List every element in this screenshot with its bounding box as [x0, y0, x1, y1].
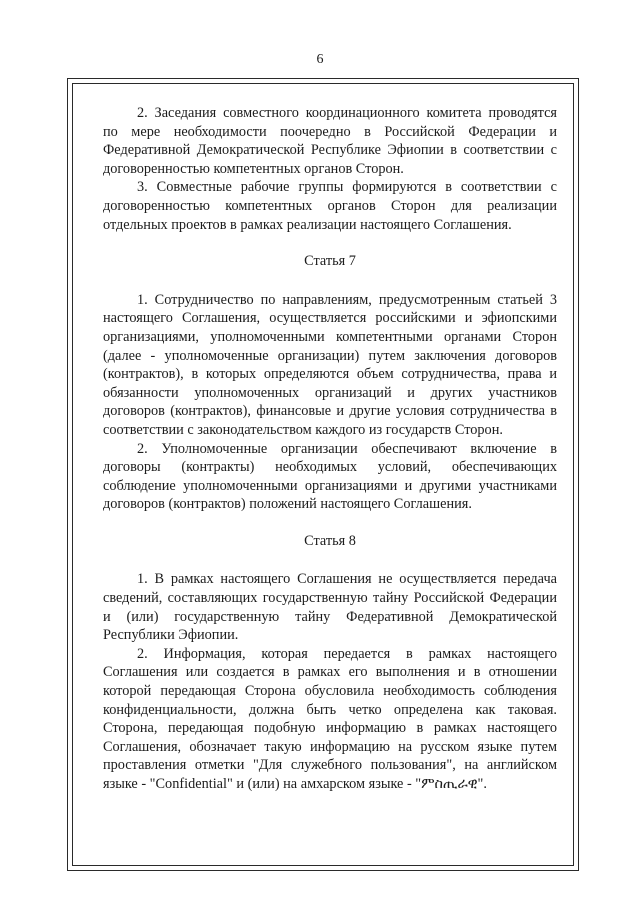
- article-7-heading: Статья 7: [304, 253, 356, 270]
- paragraph-article-8-item-2: 2. Информация, которая передается в рамках настоящего Соглашения или создается в рамках его выполнения и в отношении которой передающая Сторона обусловила необходимость соблюдения конфиденциальности, должна быть четко определена как таковая. Сторона, передающая подобную информацию в рамках настоящего Соглашения, обозначает такую информацию на русском языке путем проставления отметки "Для служебного пользования", на английском языке - "Confidential" и (или) на амхарском языке - "ምስጢራዊ".: [103, 645, 557, 792]
- paragraph-article-8-item-1: 1. В рамках настоящего Соглашения не осуществляется передача сведений, составляющих государственную тайну Российской Федерации и (или) государственную тайну Федеративной Демократической Республики Эфиопии.: [103, 571, 557, 644]
- article-8-heading: Статья 8: [304, 532, 356, 549]
- paragraph-working-groups: 3. Совместные рабочие группы формируются в соответствии с договоренностью компетентных органов Сторон для реализации отдельных проектов в рамках реализации настоящего Соглашения.: [103, 179, 557, 233]
- page-number: 6: [316, 52, 324, 67]
- paragraph-meetings-committee: 2. Заседания совместного координационного комитета проводятся по мере необходимости поочередно в Российской Федерации и Федеративной Демократической Республике Эфиопии в соответствии с договоренностью компетентных органов Сторон.: [103, 105, 557, 177]
- paragraph-article-7-item-2: 2. Уполномоченные организации обеспечивают включение в договоры (контракты) необходимых условий, обеспечивающих соблюдение уполномоченными организациями и другими участниками договоров (контрактов) положений настоящего Соглашения.: [103, 440, 557, 513]
- paragraph-article-7-item-1: 1. Сотрудничество по направлениям, предусмотренным статьей 3 настоящего Соглашения, осуществляется российскими и эфиопскими организациями, уполномоченными компетентными органами Сторон (далее - уполномоченные организации) путем заключения договоров (контрактов), в которых определяются объем сотрудничества, права и обязанности уполномоченных организаций и других участников договоров (контрактов), финансовые и другие условия сотрудничества в соответствии с законодательством каждого из государств Сторон.: [103, 291, 557, 438]
- document-body: [103, 104, 557, 794]
